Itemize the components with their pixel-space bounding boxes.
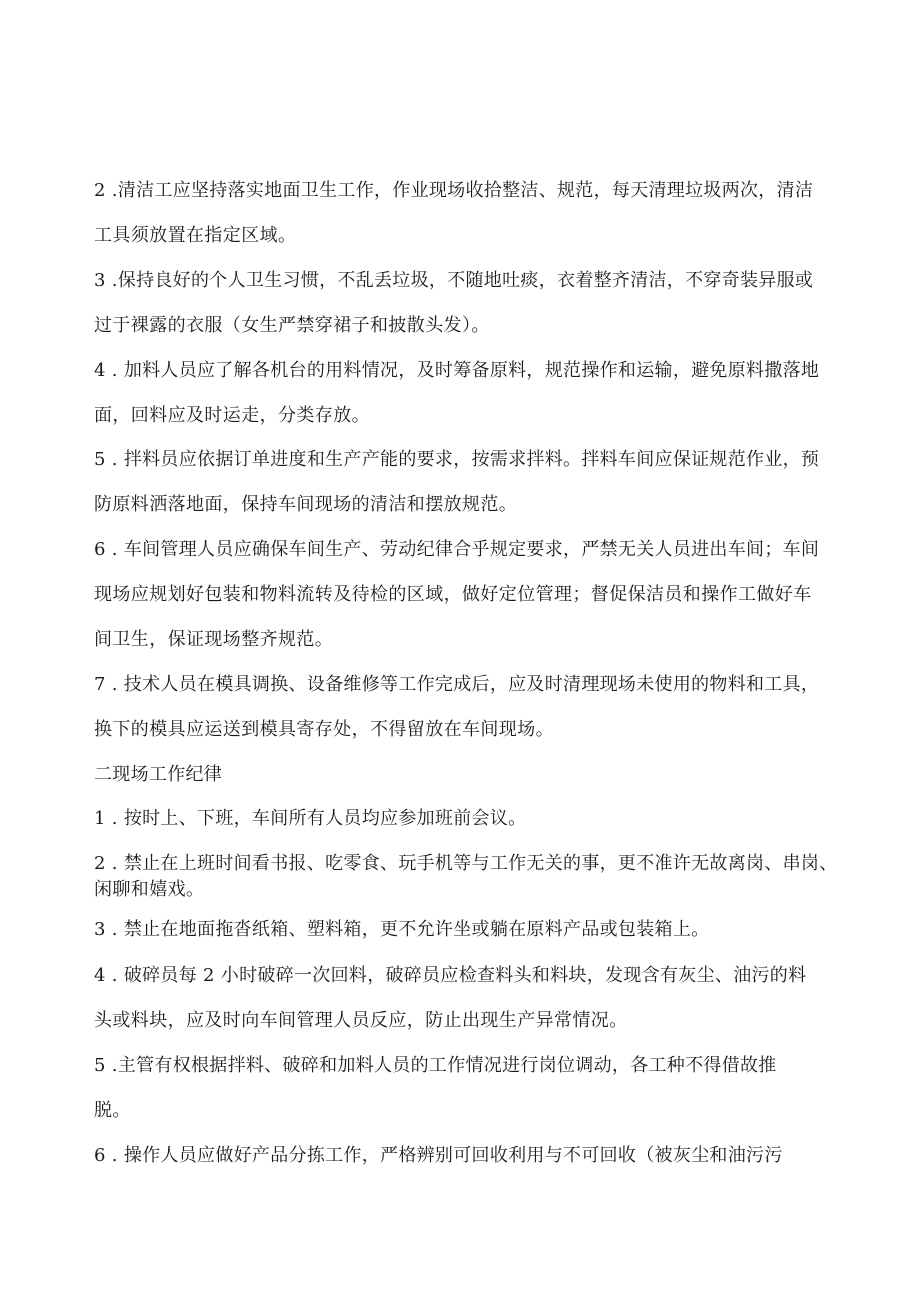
rule-5-line-1: 5 .主管有权根据拌料、破碎和加料人员的工作情况进行岗位调动，各工种不得借故推 <box>94 1055 777 1076</box>
rule-5-line-2: 脱。 <box>94 1100 131 1121</box>
item-2-line-1: 2 .清洁工应坚持落实地面卫生工作，作业现场收拾整洁、规范，每天清理垃圾两次，清洁 <box>94 180 814 201</box>
item-7-line-1: 7 . 技术人员在模具调换、设备维修等工作完成后，应及时清理现场未使用的物料和工具， <box>94 674 820 695</box>
item-5-line-1: 5 . 拌料员应依据订单进度和生产产能的要求，按需求拌料。拌料车间应保证规范作业，预 <box>94 449 820 470</box>
rule-3-line-1: 3 . 禁止在地面拖沓纸箱、塑料箱，更不允许坐或躺在原料产品或包装箱上。 <box>94 919 710 940</box>
rule-2-line-2: 闲聊和嬉戏。 <box>94 879 205 900</box>
section-heading: 二现场工作纪律 <box>94 764 223 785</box>
rule-4-line-2: 头或料块，应及时向车间管理人员反应，防止出现生产异常情况。 <box>94 1010 628 1031</box>
item-6-line-1: 6 . 车间管理人员应确保车间生产、劳动纪律合乎规定要求，严禁无关人员进出车间；车间 <box>94 539 820 560</box>
item-6-line-3: 间卫生，保证现场整齐规范。 <box>94 629 334 650</box>
rule-4-line-1: 4 . 破碎员每 2 小时破碎一次回料，破碎员应检查料头和料块，发现含有灰尘、油污的料 <box>94 965 807 986</box>
item-4-line-2: 面，回料应及时运走，分类存放。 <box>94 405 370 426</box>
item-3-line-2: 过于裸露的衣服（女生严禁穿裙子和披散头发）。 <box>94 315 490 336</box>
item-5-line-2: 防原料洒落地面，保持车间现场的清洁和摆放规范。 <box>94 494 518 515</box>
item-4-line-1: 4 . 加料人员应了解各机台的用料情况，及时筹备原料，规范操作和运输，避免原料撒落地 <box>94 360 820 381</box>
item-6-line-2: 现场应规划好包装和物料流转及待检的区域，做好定位管理；督促保洁员和操作工做好车 <box>94 584 812 605</box>
rule-1-line-1: 1 . 按时上、下班，车间所有人员均应参加班前会议。 <box>94 808 527 829</box>
item-7-line-2: 换下的模具应运送到模具寄存处，不得留放在车间现场。 <box>94 719 554 740</box>
rule-2-line-1: 2 . 禁止在上班时间看书报、吃零食、玩手机等与工作无关的事，更不准许无故离岗、串岗、 <box>94 853 838 874</box>
item-3-line-1: 3 .保持良好的个人卫生习惯，不乱丢垃圾，不随地吐痰，衣着整齐清洁，不穿奇装异服或 <box>94 270 814 291</box>
item-2-line-2: 工具须放置在指定区域。 <box>94 225 297 246</box>
rule-6-line-1: 6 . 操作人员应做好产品分拣工作，严格辨别可回收利用与不可回收（被灰尘和油污污 <box>94 1145 783 1166</box>
